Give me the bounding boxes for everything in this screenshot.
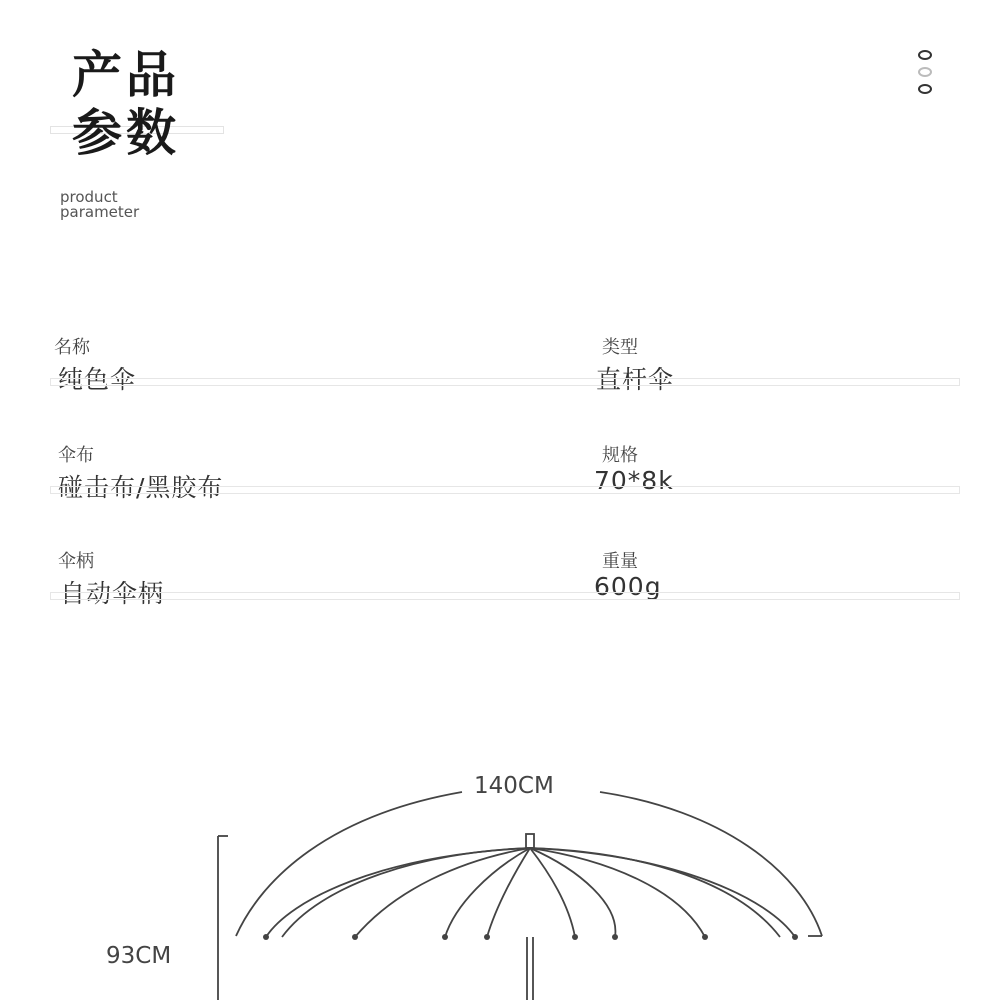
param-value-name: 纯色伞 bbox=[58, 365, 137, 394]
rib-end bbox=[572, 934, 578, 940]
row-divider bbox=[50, 592, 960, 600]
param-label-fabric: 伞布 bbox=[58, 445, 94, 466]
rib-end bbox=[792, 934, 798, 940]
umbrella-rib bbox=[445, 848, 530, 937]
width-arc-right bbox=[600, 792, 822, 936]
dot-icon bbox=[918, 50, 932, 60]
param-label-handle: 伞柄 bbox=[58, 551, 94, 572]
width-arc-left bbox=[236, 792, 462, 936]
dot-icon bbox=[918, 84, 932, 94]
subtitle-line-2: parameter bbox=[60, 203, 140, 221]
param-value-handle: 自动伞柄 bbox=[60, 579, 165, 608]
rib-end bbox=[352, 934, 358, 940]
height-dimension-label: 93CM bbox=[106, 943, 172, 969]
rib-end bbox=[263, 934, 269, 940]
param-value-fabric: 碰击布/黑胶布 bbox=[58, 473, 224, 502]
rib-end bbox=[442, 934, 448, 940]
umbrella-rib bbox=[355, 848, 530, 937]
umbrella-rib bbox=[530, 848, 780, 937]
rib-end bbox=[484, 934, 490, 940]
page-title-line-1: 产品 bbox=[72, 46, 180, 104]
umbrella-rib bbox=[530, 848, 575, 937]
decorative-dots bbox=[918, 50, 942, 101]
param-value-type: 直杆伞 bbox=[596, 365, 675, 394]
subtitle-line-1: product bbox=[60, 188, 118, 206]
page-title-line-2: 参数 bbox=[72, 104, 180, 162]
width-dimension-label: 140CM bbox=[474, 773, 554, 799]
param-value-spec: 70*8k bbox=[594, 466, 674, 495]
param-label-name: 名称 bbox=[54, 337, 90, 358]
param-label-spec: 规格 bbox=[602, 445, 638, 466]
page-subtitle bbox=[60, 190, 139, 220]
param-label-weight: 重量 bbox=[602, 551, 638, 572]
dot-icon bbox=[918, 67, 932, 77]
canopy-outline bbox=[266, 848, 795, 937]
umbrella-tip bbox=[526, 834, 534, 848]
rib-end bbox=[702, 934, 708, 940]
rib-end bbox=[612, 934, 618, 940]
row-divider bbox=[50, 486, 960, 494]
param-value-weight: 600g bbox=[594, 572, 662, 601]
row-divider bbox=[50, 378, 960, 386]
param-label-type: 类型 bbox=[602, 337, 638, 358]
